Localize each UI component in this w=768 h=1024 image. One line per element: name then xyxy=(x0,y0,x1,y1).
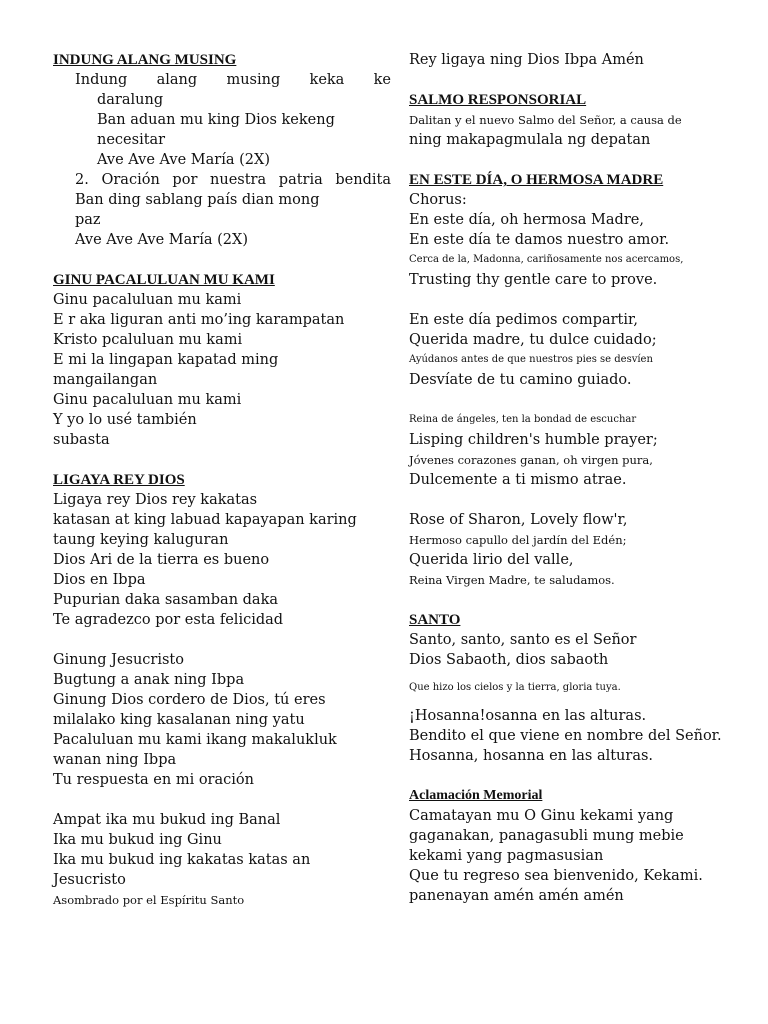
lyric-line: En este día, oh hermosa Madre, xyxy=(409,212,644,228)
lyric-line: Bendito el que viene en nombre del Señor. xyxy=(409,728,722,744)
lyric-line: panenayan amén amén amén xyxy=(409,888,624,904)
lyric-line: Ginu pacaluluan mu kami xyxy=(53,392,242,408)
lyric-line: Ligaya rey Dios rey kakatas xyxy=(53,492,258,508)
lyric-line: Rose of Sharon, Lovely flow'r, xyxy=(409,512,628,528)
lyric-line: Ave Ave Ave María (2X) xyxy=(97,152,270,168)
lyric-line: Ban ding sablang país dian mong xyxy=(75,192,320,208)
lyric-line: Camatayan mu O Ginu kekami yang xyxy=(409,808,674,824)
lyric-line: Ginu pacaluluan mu kami xyxy=(53,292,242,308)
lyric-line: Ginung Jesucristo xyxy=(53,652,184,668)
lyric-line: gaganakan, panagasubli mung mebie xyxy=(409,828,684,844)
lyric-line: milalako king kasalanan ning yatu xyxy=(53,712,305,728)
lyric-line: Asombrado por el Espíritu Santo xyxy=(53,893,245,907)
lyric-line: Ban aduan mu king Dios kekeng xyxy=(97,112,335,128)
lyric-line: wanan ning Ibpa xyxy=(53,752,177,768)
lyric-line: Jesucristo xyxy=(53,872,126,888)
lyric-line: subasta xyxy=(53,432,110,448)
lyric-line: Pacaluluan mu kami ikang makalukluk xyxy=(53,732,337,748)
lyric-line: Indung alang musing keka ke xyxy=(75,72,391,88)
lyric-line: Cerca de la, Madonna, cariñosamente nos acercamos, xyxy=(409,254,684,265)
lyric-line: Kristo pcaluluan mu kami xyxy=(53,332,243,348)
lyric-line: daralung xyxy=(97,92,164,108)
lyric-line: Chorus: xyxy=(409,192,467,208)
lyric-line: Que hizo los cielos y la tierra, gloria tuya. xyxy=(409,682,621,693)
lyric-line: Rey ligaya ning Dios Ibpa Amén xyxy=(409,52,644,68)
lyric-line: mangailangan xyxy=(53,372,158,388)
heading-santo: SANTO xyxy=(409,612,461,628)
lyric-line: Y yo lo usé también xyxy=(53,412,197,428)
lyric-line: Dios en Ibpa xyxy=(53,572,146,588)
lyric-line: Jóvenes corazones ganan, oh virgen pura, xyxy=(409,453,653,467)
lyric-line: En este día pedimos compartir, xyxy=(409,312,638,328)
lyric-line: Ginung Dios cordero de Dios, tú eres xyxy=(53,692,326,708)
lyric-line: Dalitan y el nuevo Salmo del Señor, a causa de xyxy=(409,113,682,127)
lyric-line: Hosanna, hosanna en las alturas. xyxy=(409,748,654,764)
lyric-line: Ika mu bukud ing kakatas katas an xyxy=(53,852,311,868)
left-column xyxy=(53,50,391,910)
lyric-line: taung keying kaluguran xyxy=(53,532,229,548)
lyric-line: Que tu regreso sea bienvenido, Kekami. xyxy=(409,868,703,884)
lyric-line: Dios Ari de la tierra es bueno xyxy=(53,552,270,568)
lyric-line: E mi la lingapan kapatad ming xyxy=(53,352,279,368)
lyric-line: Ave Ave Ave María (2X) xyxy=(75,232,248,248)
right-column xyxy=(409,50,739,906)
heading-aclamacion-memorial: Aclamación Memorial xyxy=(409,788,543,803)
lyric-line: Te agradezco por esta felicidad xyxy=(53,612,284,628)
lyric-line: Santo, santo, santo es el Señor xyxy=(409,632,637,648)
lyric-line: En este día te damos nuestro amor. xyxy=(409,232,670,248)
lyric-line: Pupurian daka sasamban daka xyxy=(53,592,278,608)
lyric-line: Querida madre, tu dulce cuidado; xyxy=(409,332,657,348)
heading-ginu-pacaluluan: GINU PACALULUAN MU KAMI xyxy=(53,272,275,288)
heading-ligaya-rey-dios: LIGAYA REY DIOS xyxy=(53,472,185,488)
lyric-line: katasan at king labuad kapayapan karing xyxy=(53,512,357,528)
lyric-line: kekami yang pagmasusian xyxy=(409,848,604,864)
lyric-line: Dulcemente a ti mismo atrae. xyxy=(409,472,627,488)
heading-salmo-responsorial: SALMO RESPONSORIAL xyxy=(409,92,587,108)
lyric-line: Ayúdanos antes de que nuestros pies se desvíen xyxy=(409,354,653,365)
lyric-line: Reina de ángeles, ten la bondad de escuchar xyxy=(409,414,637,425)
lyric-line: E r aka liguran anti mo’ing karampatan xyxy=(53,312,345,328)
lyric-line: necesitar xyxy=(97,132,166,148)
lyric-line: Desvíate de tu camino guiado. xyxy=(409,372,632,388)
lyric-line: Trusting thy gentle care to prove. xyxy=(409,272,658,288)
heading-indung-alang-musing: INDUNG ALANG MUSING xyxy=(53,52,237,68)
lyric-line: Reina Virgen Madre, te saludamos. xyxy=(409,573,615,587)
lyric-line: Ampat ika mu bukud ing Banal xyxy=(53,812,281,828)
lyric-line: Ika mu bukud ing Ginu xyxy=(53,832,222,848)
heading-en-este-dia: EN ESTE DÍA, O HERMOSA MADRE xyxy=(409,172,664,188)
lyric-line: Querida lirio del valle, xyxy=(409,552,574,568)
lyric-line: Dios Sabaoth, dios sabaoth xyxy=(409,652,609,668)
lyric-line: 2. Oración por nuestra patria bendita xyxy=(75,172,391,188)
lyric-line: Tu respuesta en mi oración xyxy=(53,772,254,788)
lyric-line: paz xyxy=(75,212,101,228)
lyric-line: Hermoso capullo del jardín del Edén; xyxy=(409,533,627,547)
lyric-line: Lisping children's humble prayer; xyxy=(409,432,658,448)
lyric-line: Bugtung a anak ning Ibpa xyxy=(53,672,245,688)
lyric-line: ¡Hosanna!osanna en las alturas. xyxy=(409,708,647,724)
lyric-line: ning makapagmulala ng depatan xyxy=(409,132,651,148)
